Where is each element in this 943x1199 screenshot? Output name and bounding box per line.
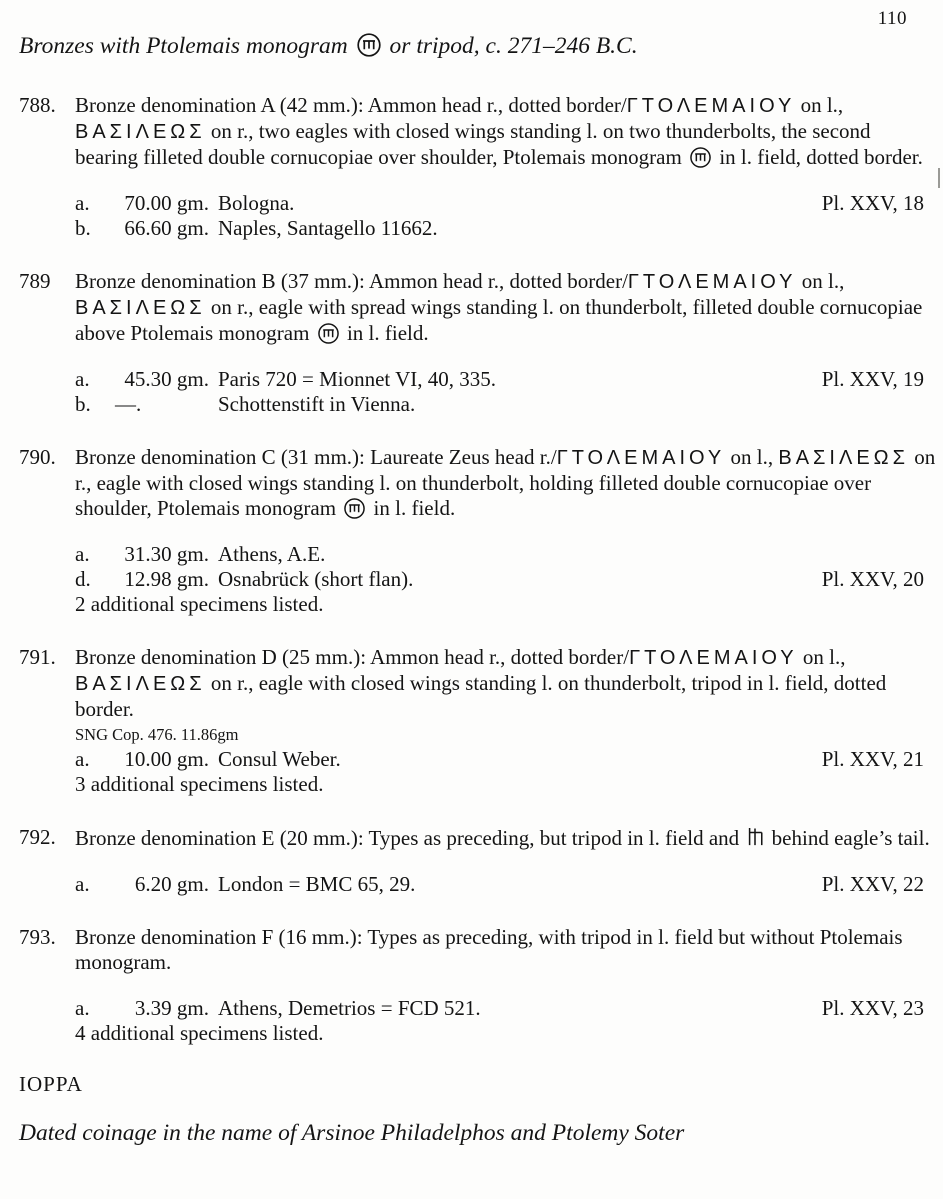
catalog-entry-788 xyxy=(19,93,943,241)
plate-reference: Pl. XXV, 18 xyxy=(821,191,924,215)
specimen-letter: a. xyxy=(75,747,90,771)
plate-reference: Pl. XXV, 23 xyxy=(821,996,924,1020)
specimen-letter: a. xyxy=(75,996,90,1020)
greek-legend: ΒΑΣΙΛΕΩΣ xyxy=(778,447,909,469)
plate-reference: Pl. XXV, 20 xyxy=(821,567,924,591)
additional-specimens-note: 2 additional specimens listed. xyxy=(75,592,324,616)
specimen-list xyxy=(75,747,937,797)
specimen-collection: Naples, Santagello 11662. xyxy=(218,216,438,240)
description-text: on l., xyxy=(797,645,846,669)
description-text: Bronze denomination C (31 mm.): Laureate Zeus head r./ xyxy=(75,445,557,469)
specimen-letter: a. xyxy=(75,191,90,215)
heading-text-after: or tripod, c. 271–246 B.C. xyxy=(389,33,638,59)
specimen-letter: a. xyxy=(75,872,90,896)
specimen-collection: Bologna. xyxy=(218,191,295,215)
specimen-letter: a. xyxy=(75,542,90,566)
greek-legend: ΒΑΣΙΛΕΩΣ xyxy=(75,297,206,319)
greek-legend: ΒΑΣΙΛΕΩΣ xyxy=(75,121,206,143)
specimen-weight: 70.00 gm. xyxy=(124,191,209,215)
entry-number: 789 xyxy=(19,269,51,293)
catalog-entry-791 xyxy=(19,645,943,797)
description-text: in l. field. xyxy=(373,496,456,520)
entry-description xyxy=(75,825,937,851)
description-text: Bronze denomination D (25 mm.): Ammon head r., dotted border/ xyxy=(75,645,630,669)
specimen-letter: b. xyxy=(75,216,91,240)
catalog-entry-793 xyxy=(19,925,943,1046)
specimen-row xyxy=(75,747,937,772)
section-heading xyxy=(19,32,933,60)
entry-description xyxy=(75,925,937,975)
specimen-row xyxy=(75,392,937,417)
greek-legend: ΓΤΟΛΕΜΑΙΟΥ xyxy=(627,271,797,293)
description-text: on l., xyxy=(796,269,845,293)
entry-description xyxy=(75,645,937,722)
specimen-row xyxy=(75,567,937,592)
ptolemais-monogram-circled-icon xyxy=(317,322,340,345)
greek-legend: ΒΑΣΙΛΕΩΣ xyxy=(75,673,206,695)
entry-number: 788. xyxy=(19,93,56,117)
greek-legend: ΓΤΟΛΕΜΑΙΟΥ xyxy=(626,95,796,117)
description-text: on l., xyxy=(795,93,844,117)
heading-text-before: Bronzes with Ptolemais monogram xyxy=(19,33,348,59)
reference-annotation: SNG Cop. 476. 11.86gm xyxy=(75,725,239,744)
description-text: on r., eagle with closed wings standing l. on thunderbolt, tripod in l. field, dotted border. xyxy=(75,671,887,721)
specimen-list xyxy=(75,191,937,241)
additional-specimens-note: 3 additional specimens listed. xyxy=(75,772,324,796)
specimen-row xyxy=(75,216,937,241)
description-text: on r., eagle with closed wings standing l. on thunderbolt, holding filleted double cornucopiae over shoulder, Ptolemais monogram xyxy=(75,445,936,520)
specimen-weight: 6.20 gm. xyxy=(134,872,209,896)
specimen-collection: Consul Weber. xyxy=(218,747,341,771)
specimen-letter: b. xyxy=(75,392,91,416)
specimen-row xyxy=(75,872,937,897)
plate-reference: Pl. XXV, 22 xyxy=(821,872,924,896)
entry-number: 790. xyxy=(19,445,56,469)
entry-number: 793. xyxy=(19,925,56,949)
specimen-row xyxy=(75,191,937,216)
specimen-collection: Schottenstift in Vienna. xyxy=(218,392,416,416)
entry-number: 791. xyxy=(19,645,56,669)
specimen-weight: —. xyxy=(115,392,142,416)
description-text: behind eagle’s tail. xyxy=(771,826,930,850)
specimen-letter: a. xyxy=(75,367,90,391)
specimen-weight: 10.00 gm. xyxy=(124,747,209,771)
page-number: 110 xyxy=(877,8,907,29)
specimen-row xyxy=(75,996,937,1021)
section-label-ioppa: IOPPA xyxy=(19,1072,83,1096)
specimen-row xyxy=(75,542,937,567)
specimen-weight: 12.98 gm. xyxy=(124,567,209,591)
specimen-collection: Paris 720 = Mionnet VI, 40, 335. xyxy=(218,367,497,391)
specimen-collection: Osnabrück (short flan). xyxy=(218,567,414,591)
plate-reference: Pl. XXV, 21 xyxy=(821,747,924,771)
entry-description xyxy=(75,269,937,346)
entry-description xyxy=(75,93,937,170)
description-text: on l., xyxy=(725,445,779,469)
description-text: in l. field, dotted border. xyxy=(719,145,923,169)
pi-monogram-icon xyxy=(746,825,764,849)
specimen-row xyxy=(75,367,937,392)
specimen-list xyxy=(75,542,937,617)
specimen-collection: Athens, Demetrios = FCD 521. xyxy=(218,996,481,1020)
ptolemais-monogram-circled-icon xyxy=(343,497,366,520)
next-section-heading: Dated coinage in the name of Arsinoe Philadelphos and Ptolemy Soter xyxy=(19,1120,685,1146)
specimen-weight: 45.30 gm. xyxy=(124,367,209,391)
catalog-entry-789 xyxy=(19,269,943,417)
specimen-collection: London = BMC 65, 29. xyxy=(218,872,416,896)
specimen-list xyxy=(75,872,937,897)
plate-reference: Pl. XXV, 19 xyxy=(821,367,924,391)
greek-legend: ΓΤΟΛΕΜΑΙΟΥ xyxy=(629,647,798,669)
entry-description xyxy=(75,445,937,521)
description-text: Bronze denomination A (42 mm.): Ammon head r., dotted border/ xyxy=(75,93,627,117)
description-text: Bronze denomination E (20 mm.): Types as preceding, but tripod in l. field and xyxy=(75,826,745,850)
description-text: Bronze denomination B (37 mm.): Ammon head r., dotted border/ xyxy=(75,269,628,293)
additional-specimens-note: 4 additional specimens listed. xyxy=(75,1021,324,1045)
entry-number: 792. xyxy=(19,825,56,849)
specimen-weight: 3.39 gm. xyxy=(134,996,209,1020)
specimen-list xyxy=(75,996,937,1046)
ptolemais-monogram-circled-icon xyxy=(356,32,382,58)
description-text: Bronze denomination F (16 mm.): Types as preceding, with tripod in l. field but without Ptolemais monogram. xyxy=(75,925,903,974)
specimen-weight: 66.60 gm. xyxy=(124,216,209,240)
specimen-weight: 31.30 gm. xyxy=(124,542,209,566)
description-text: in l. field. xyxy=(346,321,429,345)
greek-legend: ΓΤΟΛΕΜΑΙΟΥ xyxy=(556,447,726,469)
description-text: on r., two eagles with closed wings standing l. on two thunderbolts, the second bearing filleted double cornucopiae over shoulder, Ptolemais monogram xyxy=(75,119,871,169)
catalog-entry-792 xyxy=(19,825,943,897)
ptolemais-monogram-circled-icon xyxy=(689,146,712,169)
catalog-entry-790 xyxy=(19,445,943,617)
specimen-collection: Athens, A.E. xyxy=(218,542,326,566)
scan-artifact-mark xyxy=(938,168,940,188)
specimen-list xyxy=(75,367,937,417)
description-text: on r., eagle with spread wings standing l. on thunderbolt, filleted double cornucopiae above Ptolemais monogram xyxy=(75,295,923,345)
specimen-letter: d. xyxy=(75,567,91,591)
